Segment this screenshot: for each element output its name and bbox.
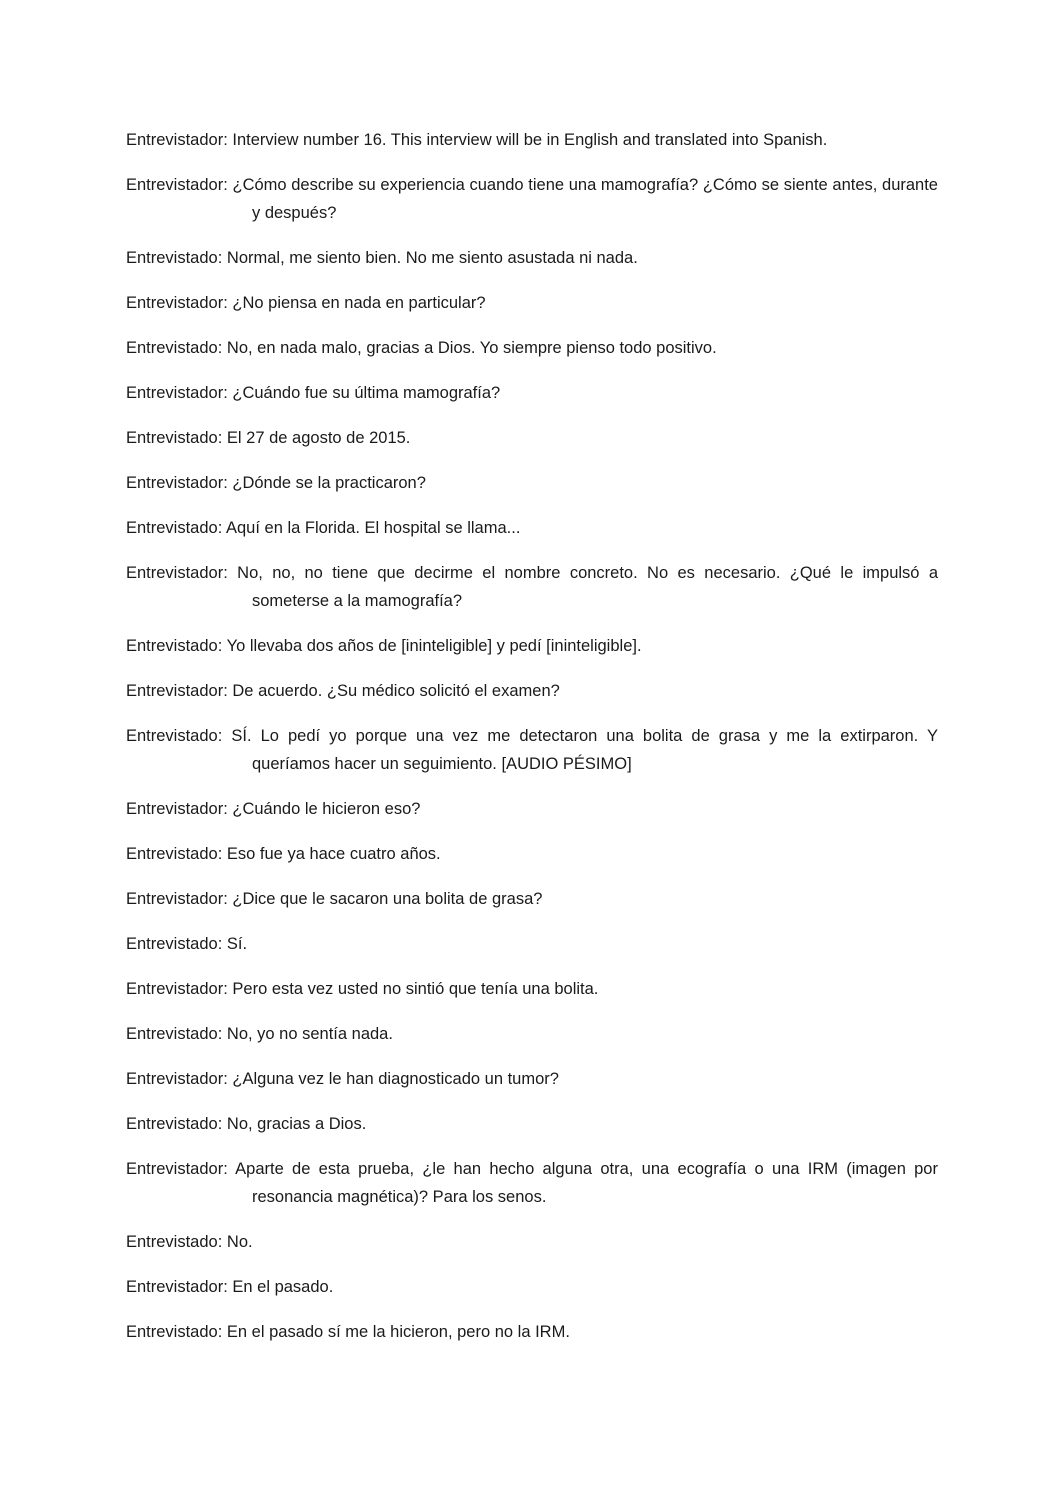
transcript-line [126,975,938,1003]
transcript-line [126,1155,938,1211]
speaker-label: Entrevistado: [126,249,223,267]
speaker-label: Entrevistador: [126,800,228,818]
utterance-text: En el pasado. [232,1278,334,1296]
utterance-text: No, gracias a Dios. [226,1115,367,1133]
utterance-text: No, no, no tiene que decirme el nombre concreto. No es necesario. ¿Qué le impulsó a someterse a la mamografía? [237,564,938,610]
speaker-label: Entrevistado: [126,429,223,447]
utterance-text: ¿Cuándo fue su última mamografía? [232,384,501,402]
utterance-text: ¿Dice que le sacaron una bolita de grasa? [232,890,543,908]
speaker-label: Entrevistador: [126,176,228,194]
speaker-label: Entrevistado: [126,339,223,357]
transcript-line [126,514,938,542]
speaker-label: Entrevistador: [126,564,228,582]
utterance-text: ¿Cómo describe su experiencia cuando tiene una mamografía? ¿Cómo se siente antes, durante y después? [232,176,938,222]
transcript-line [126,1318,938,1346]
transcript-page [126,126,938,1363]
transcript-line [126,469,938,497]
transcript-line [126,795,938,823]
utterance-text: SÍ. Lo pedí yo porque una vez me detectaron una bolita de grasa y me la extirparon. Y queríamos hacer un seguimiento. [AUDIO PÉSIMO] [231,727,938,773]
speaker-label: Entrevistador: [126,682,228,700]
transcript-line [126,1065,938,1093]
transcript-line [126,1020,938,1048]
speaker-label: Entrevistador: [126,1070,228,1088]
utterance-text: Eso fue ya hace cuatro años. [226,845,441,863]
speaker-label: Entrevistador: [126,1278,228,1296]
speaker-label: Entrevistado: [126,1323,223,1341]
utterance-text: ¿Cuándo le hicieron eso? [232,800,421,818]
transcript-line [126,840,938,868]
transcript-line [126,722,938,778]
transcript-line [126,1228,938,1256]
transcript-line [126,126,938,154]
speaker-label: Entrevistador: [126,890,228,908]
speaker-label: Entrevistado: [126,727,223,745]
speaker-label: Entrevistador: [126,980,228,998]
transcript-line [126,424,938,452]
speaker-label: Entrevistador: [126,294,228,312]
speaker-label: Entrevistado: [126,935,223,953]
transcript-line [126,885,938,913]
transcript-line [126,289,938,317]
speaker-label: Entrevistado: [126,519,223,537]
speaker-label: Entrevistador: [126,1160,228,1178]
utterance-text: El 27 de agosto de 2015. [226,429,411,447]
speaker-label: Entrevistador: [126,474,228,492]
speaker-label: Entrevistado: [126,1233,223,1251]
speaker-label: Entrevistado: [126,845,223,863]
transcript-line [126,1273,938,1301]
utterance-text: No, yo no sentía nada. [226,1025,393,1043]
transcript-line [126,1110,938,1138]
transcript-line [126,559,938,615]
speaker-label: Entrevistado: [126,1025,223,1043]
speaker-label: Entrevistador: [126,384,228,402]
utterance-text: Aquí en la Florida. El hospital se llama... [226,519,521,537]
transcript-line [126,171,938,227]
utterance-text: Aparte de esta prueba, ¿le han hecho alguna otra, una ecografía o una IRM (imagen por resonancia magnética)? Para los senos. [235,1160,938,1206]
speaker-label: Entrevistador: [126,131,228,149]
speaker-label: Entrevistado: [126,637,223,655]
utterance-text: Pero esta vez usted no sintió que tenía una bolita. [232,980,599,998]
utterance-text: De acuerdo. ¿Su médico solicitó el examen? [232,682,560,700]
utterance-text: ¿Alguna vez le han diagnosticado un tumor? [232,1070,559,1088]
transcript-line [126,334,938,362]
utterance-text: ¿No piensa en nada en particular? [232,294,486,312]
utterance-text: No. [226,1233,253,1251]
transcript-line [126,379,938,407]
transcript-line [126,632,938,660]
speaker-label: Entrevistado: [126,1115,223,1133]
transcript-line [126,677,938,705]
transcript-line [126,930,938,958]
utterance-text: Normal, me siento bien. No me siento asustada ni nada. [226,249,638,267]
utterance-text: ¿Dónde se la practicaron? [232,474,426,492]
utterance-text: Interview number 16. This interview will be in English and translated into Spanish. [232,131,828,149]
utterance-text: Yo llevaba dos años de [ininteligible] y pedí [ininteligible]. [226,637,642,655]
utterance-text: No, en nada malo, gracias a Dios. Yo siempre pienso todo positivo. [226,339,717,357]
utterance-text: En el pasado sí me la hicieron, pero no la IRM. [226,1323,570,1341]
utterance-text: Sí. [226,935,248,953]
transcript-line [126,244,938,272]
